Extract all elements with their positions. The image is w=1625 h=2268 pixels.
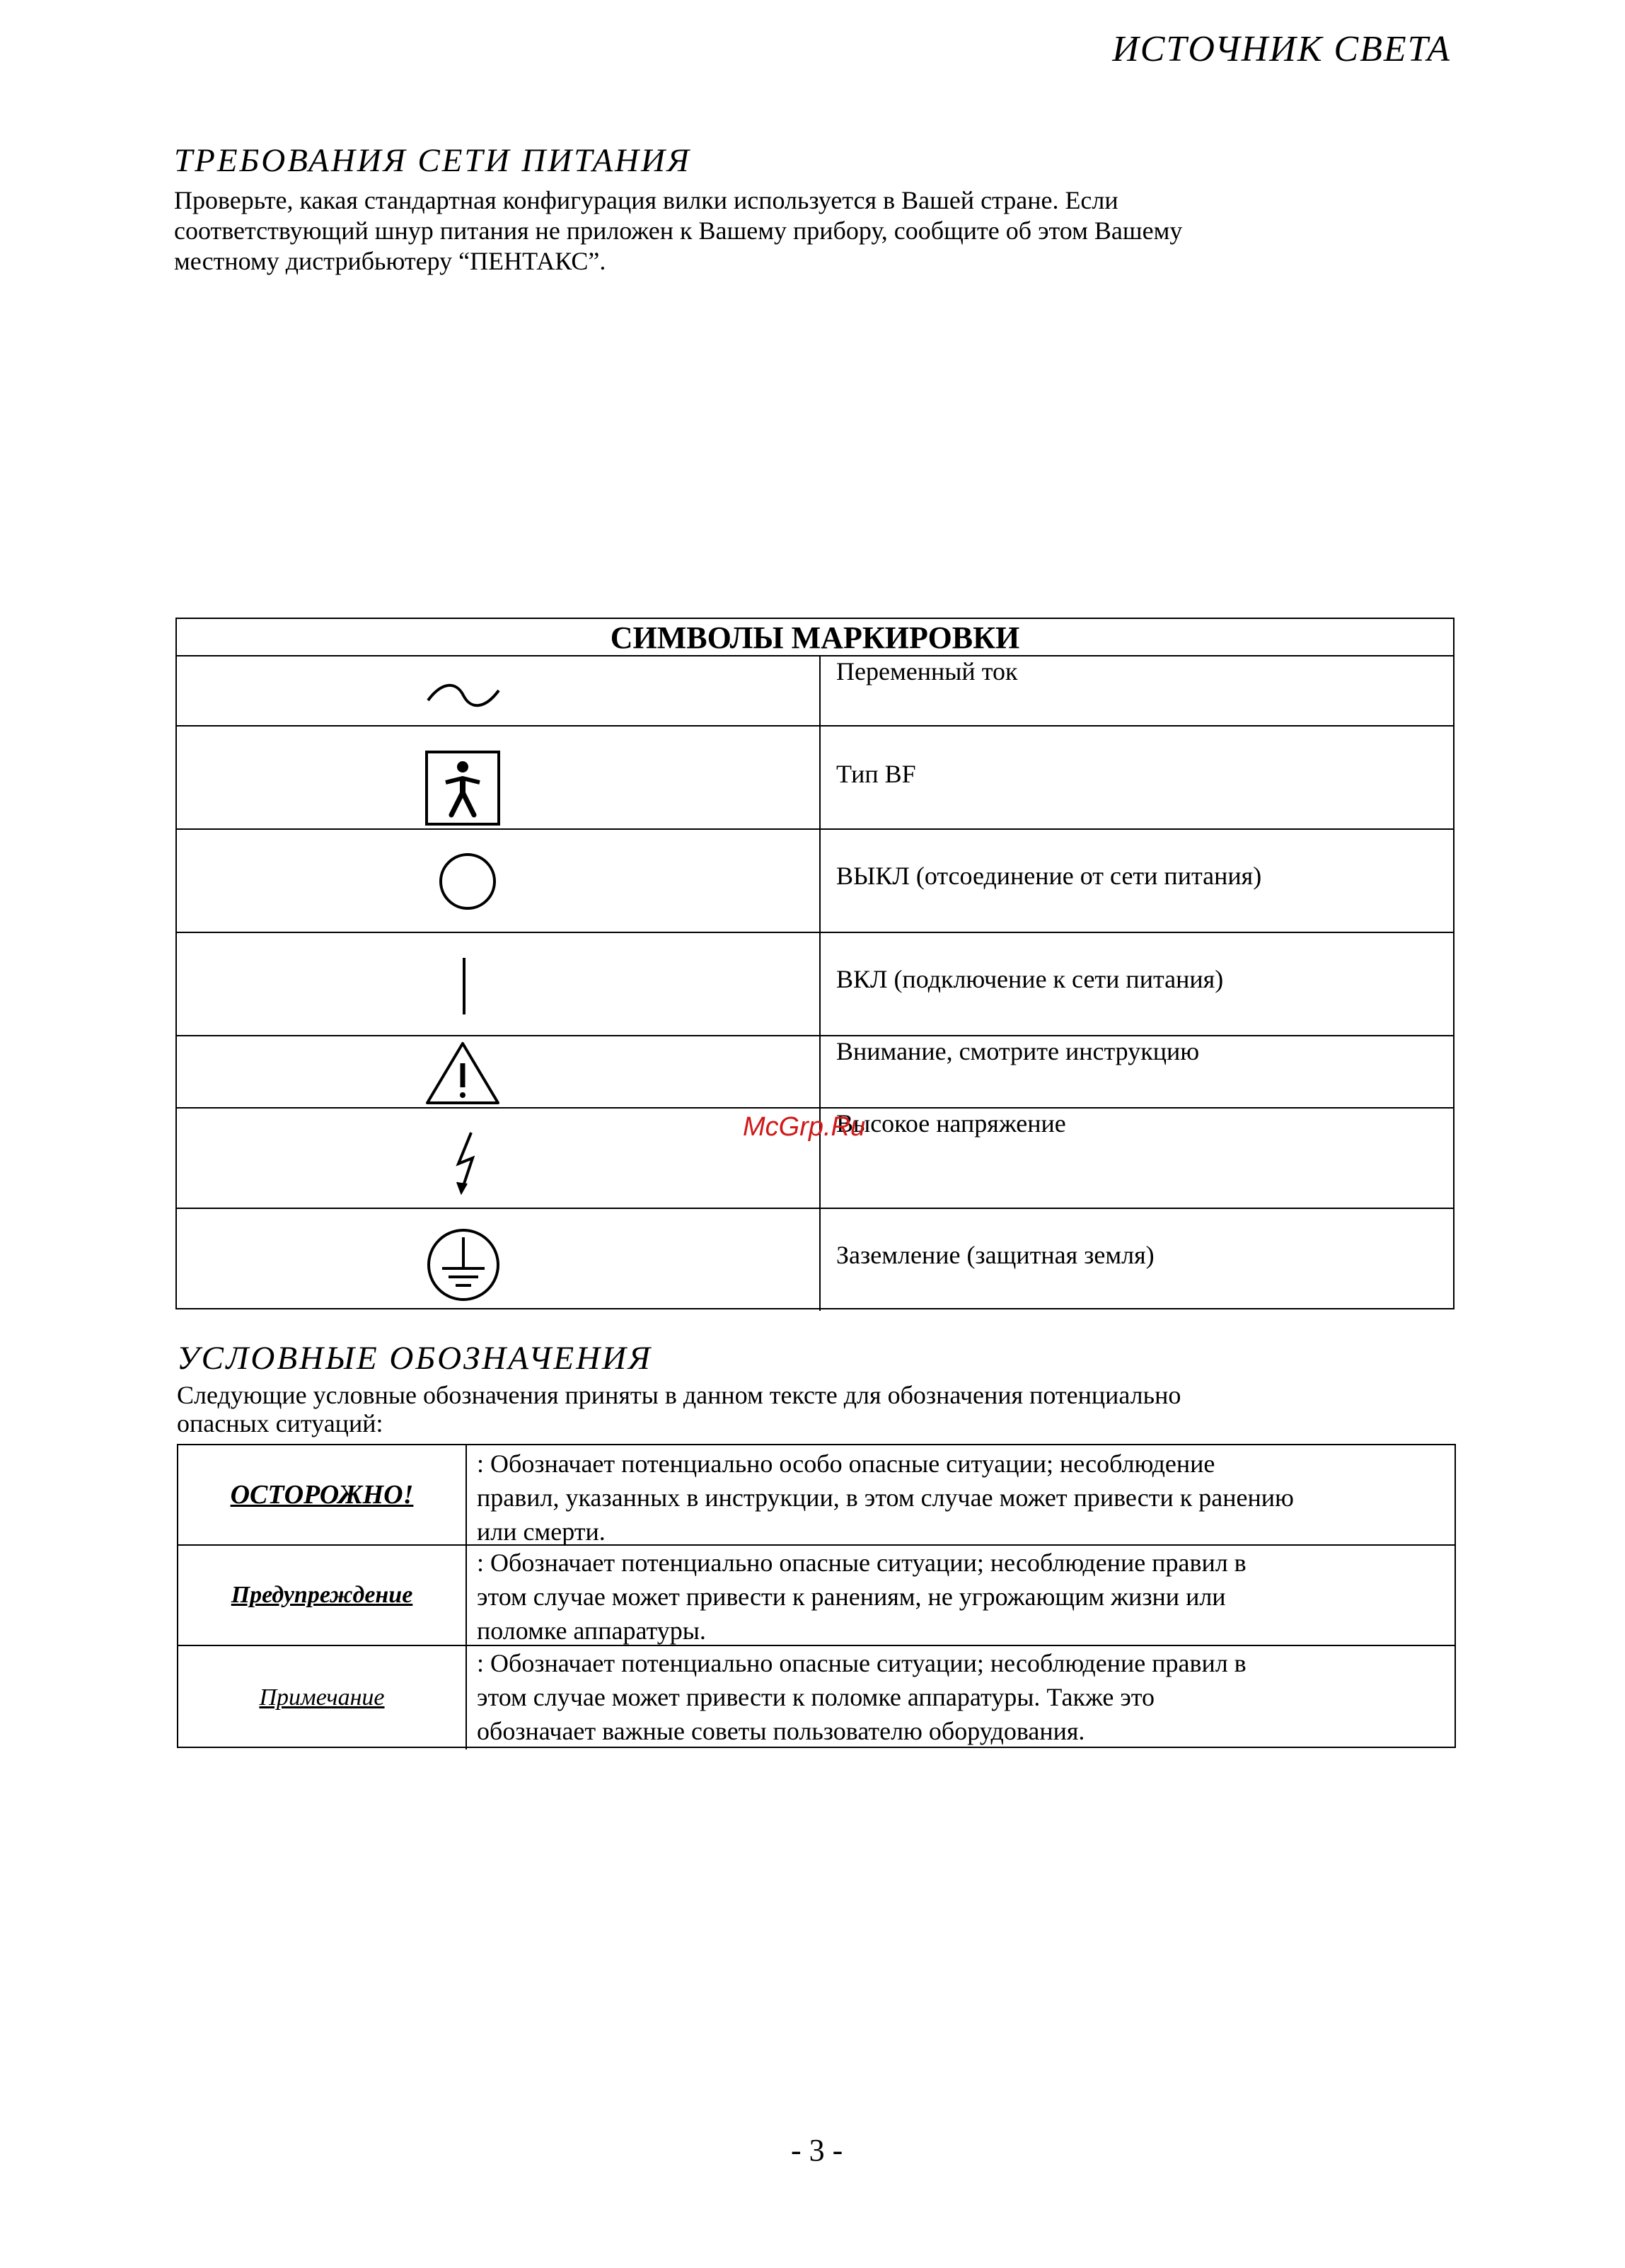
symbol-icon-cell	[177, 656, 821, 725]
symbol-description: Высокое напряжение	[836, 1109, 1066, 1138]
notation-label-warning: Предупреждение	[178, 1546, 467, 1645]
notation-section-title: УСЛОВНЫЕ ОБОЗНАЧЕНИЯ	[177, 1340, 652, 1377]
notation-paragraph	[177, 1381, 1181, 1437]
notation-table	[177, 1444, 1456, 1748]
notation-row	[178, 1546, 1455, 1646]
power-paragraph-line: Проверьте, какая стандартная конфигурация вилки используется в Вашей стране. Если	[174, 186, 1118, 214]
marking-symbols-table	[175, 618, 1455, 1309]
symbol-description: Тип BF	[836, 760, 916, 788]
marking-symbols-table-title: СИМВОЛЫ МАРКИРОВКИ	[177, 619, 1453, 656]
symbol-icon-cell	[177, 830, 821, 932]
power-off-icon	[436, 850, 499, 913]
symbol-description: Переменный ток	[836, 657, 1018, 685]
symbol-row	[177, 933, 1453, 1036]
type-bf-icon	[424, 750, 501, 826]
notation-paragraph-line: опасных ситуаций:	[177, 1409, 383, 1437]
power-on-icon	[457, 954, 471, 1018]
symbol-icon-cell	[177, 727, 821, 828]
power-paragraph-line: соответствующий шнур питания не приложен к Вашему прибору, сообщите об этом Вашему	[174, 216, 1183, 245]
notation-description	[477, 1447, 1446, 1549]
protective-earth-icon	[424, 1226, 502, 1304]
notation-description	[477, 1646, 1446, 1748]
document-header-title: ИСТОЧНИК СВЕТА	[1112, 29, 1451, 69]
symbol-row	[177, 656, 1453, 727]
notation-description-line: этом случае может привести к поломке аппаратуры. Также это	[477, 1683, 1155, 1711]
notation-row	[178, 1646, 1455, 1749]
notation-paragraph-line: Следующие условные обозначения приняты в данном тексте для обозначения потенциально	[177, 1381, 1181, 1409]
notation-description	[477, 1546, 1446, 1648]
symbol-description: Заземление (защитная земля)	[836, 1241, 1155, 1269]
symbol-row	[177, 1036, 1453, 1109]
notation-row	[178, 1445, 1455, 1546]
symbol-icon-cell	[177, 933, 821, 1035]
notation-description-line: : Обозначает потенциально опасные ситуации; несоблюдение правил в	[477, 1549, 1247, 1577]
notation-label-note: Примечание	[178, 1646, 467, 1749]
symbol-description: ВКЛ (подключение к сети питания)	[836, 965, 1224, 993]
notation-description-line: или смерти.	[477, 1517, 606, 1546]
symbol-row	[177, 830, 1453, 933]
notation-description-line: правил, указанных в инструкции, в этом случае может привести к ранению	[477, 1483, 1294, 1512]
alternating-current-icon	[424, 678, 502, 713]
symbol-icon-cell	[177, 1036, 821, 1107]
high-voltage-icon	[450, 1130, 481, 1198]
notation-description-line: поломке аппаратуры.	[477, 1616, 706, 1645]
symbol-row	[177, 727, 1453, 830]
symbol-description: ВЫКЛ (отсоединение от сети питания)	[836, 862, 1262, 890]
power-paragraph	[174, 185, 1182, 277]
notation-description-line: : Обозначает потенциально особо опасные ситуации; несоблюдение	[477, 1450, 1215, 1478]
symbol-icon-cell	[177, 1109, 821, 1208]
symbol-icon-cell	[177, 1209, 821, 1311]
symbol-row	[177, 1209, 1453, 1311]
notation-label-caution: ОСТОРОЖНО!	[178, 1445, 467, 1544]
page-number: - 3 -	[791, 2133, 843, 2168]
warning-triangle-icon	[423, 1039, 502, 1107]
notation-description-line: : Обозначает потенциально опасные ситуации; несоблюдение правил в	[477, 1649, 1247, 1677]
power-paragraph-line: местному дистрибьютеру “ПЕНТАКС”.	[174, 247, 606, 275]
watermark: McGrp.Ru	[743, 1112, 866, 1142]
power-section-title: ТРЕБОВАНИЯ СЕТИ ПИТАНИЯ	[174, 142, 691, 179]
notation-description-line: этом случае может привести к ранениям, не угрожающим жизни или	[477, 1583, 1226, 1611]
symbol-description: Внимание, смотрите инструкцию	[836, 1037, 1200, 1065]
notation-description-line: обозначает важные советы пользователю оборудования.	[477, 1717, 1085, 1745]
